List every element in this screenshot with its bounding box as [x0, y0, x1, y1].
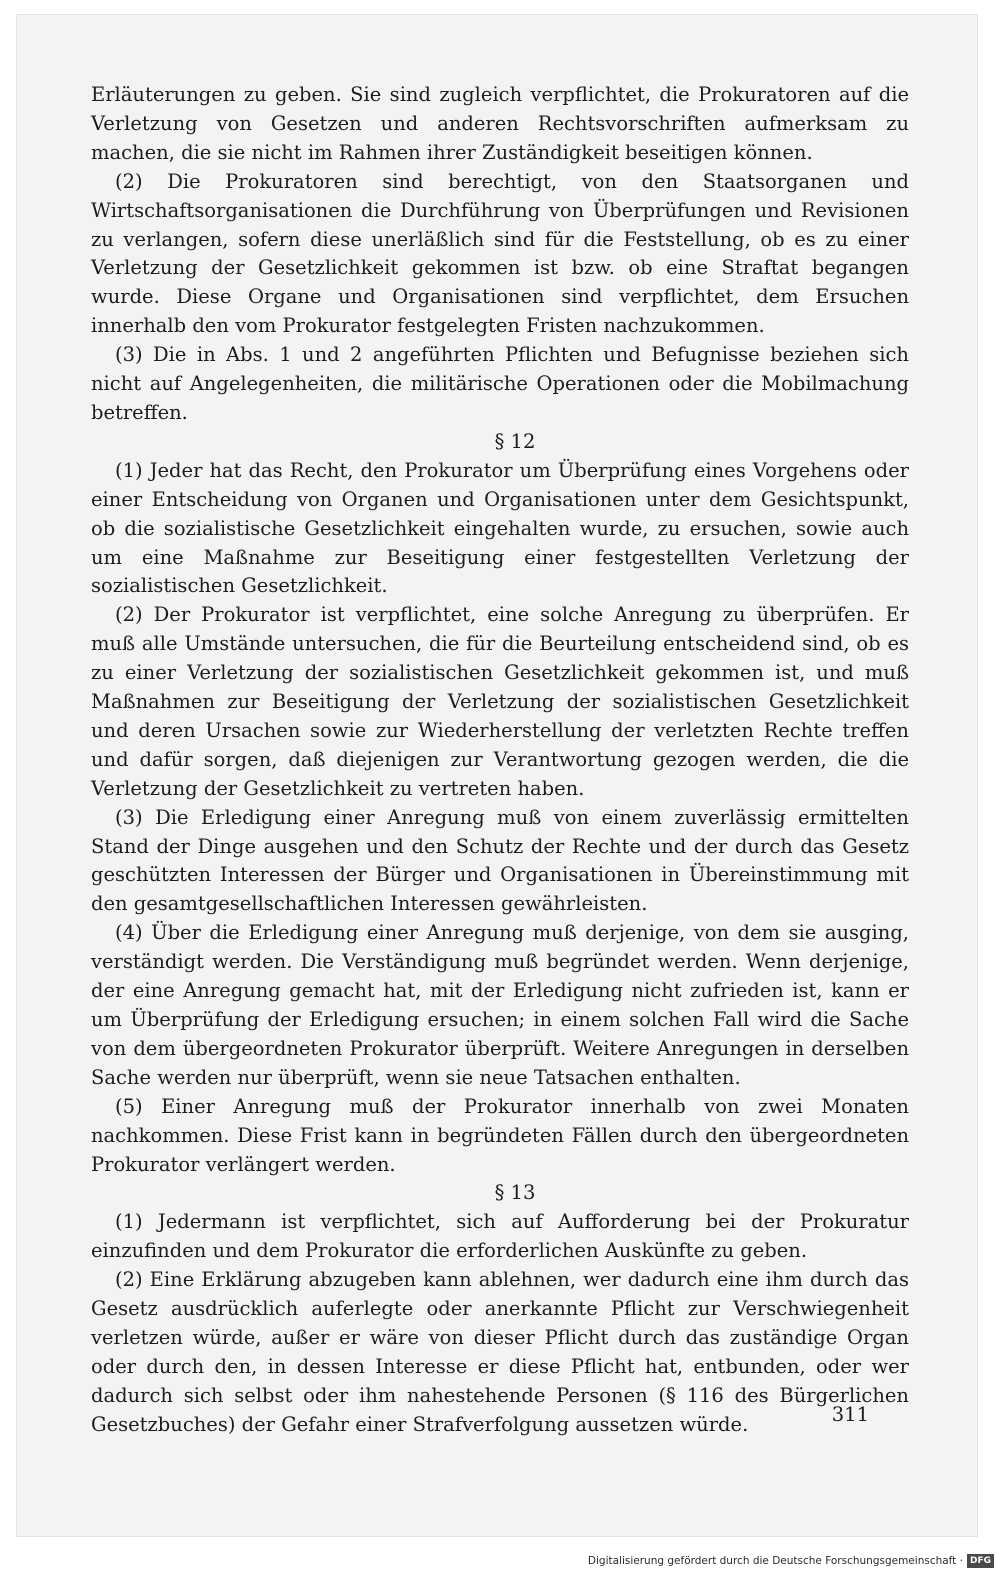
- paragraph-12-4: (4) Über die Erledigung einer Anregung muß derjenige, von dem sie ausging, verständigt werden. Die Verständigung muß begründet werden. Wenn derjenige, der eine Anregung gemacht hat, mit der Erledigung nicht zufrieden ist, kann er um Überprüfung der Erledigung ersuchen; in einem solchen Fall wird die Sache von dem übergeordneten Prokurator überprüft. Weitere Anregungen in derselben Sache werden nur überprüft, wenn sie neue Tatsachen enthalten.: [91, 921, 909, 1089]
- paragraph-13-1: (1) Jedermann ist verpflichtet, sich auf Aufforderung bei der Prokuratur einzufinden und dem Prokurator die erforderlichen Auskünfte zu geben.: [91, 1210, 909, 1263]
- paragraph-11-2: (2) Die Prokuratoren sind berechtigt, von den Staatsorganen und Wirtschaftsorganisationen die Durchführung von Überprüfungen und Revisionen zu verlangen, sofern diese unerläßlich sind für die Feststellung, ob es zu einer Verletzung der Gesetzlichkeit gekommen ist bzw. ob eine Straftat begangen wurde. Diese Organe und Organisationen sind verpflichtet, dem Ersuchen innerhalb den vom Prokurator festgelegten Fristen nachzukommen.: [91, 169, 909, 338]
- section-heading-12: § 12: [494, 429, 536, 453]
- page-number: 311: [831, 1403, 869, 1426]
- footer-text: Digitalisierung gefördert durch die Deutsche Forschungsgemeinschaft ·: [587, 1555, 963, 1567]
- paragraph-13-2: (2) Eine Erklärung abzugeben kann ablehnen, wer dadurch eine ihm durch das Gesetz ausdrücklich auferlegte oder anerkannte Pflicht zur Verschwiegenheit verletzen würde, außer er wäre von dieser Pflicht durch das zuständige Organ oder durch den, in dessen Interesse er diese Pflicht hat, entbunden, oder wer dadurch sich selbst oder ihm nahestehende Personen (§ 116 des Bürgerlichen Gesetzbuches) der Gefahr einer Strafverfolgung aussetzen würde.: [91, 1268, 909, 1436]
- page-body: [91, 81, 909, 1440]
- paragraph-12-2: (2) Der Prokurator ist verpflichtet, eine solche Anregung zu überprüfen. Er muß alle Umstände untersuchen, die für die Beurteilung entscheidend sind, ob es zu einer Verletzung der sozialistischen Gesetzlichkeit gekommen ist, und muß Maßnahmen zur Beseitigung der Verletzung der sozialistischen Gesetzlichkeit und deren Ursachen sowie zur Wiederherstellung der verletzten Rechte treffen und dafür sorgen, daß diejenigen zur Verantwortung gezogen werden, die die Verletzung der Gesetzlichkeit zu vertreten haben.: [91, 603, 909, 800]
- digitization-footer: [588, 1554, 994, 1568]
- paragraph-12-3: (3) Die Erledigung einer Anregung muß von einem zuverlässig ermittelten Stand der Dinge ausgehen und den Schutz der Rechte und der durch das Gesetz geschützten Interessen der Bürger und Organisationen in Übereinstimmung mit den gesamtgesellschaftlichen Interessen gewährleisten.: [91, 805, 909, 916]
- paragraph-12-1: (1) Jeder hat das Recht, den Prokurator um Überprüfung eines Vorgehens oder einer Entscheidung von Organen und Organisationen unter dem Gesichtspunkt, ob die sozialistische Gesetzlichkeit eingehalten wurde, zu ersuchen, sowie auch um eine Maßnahme zur Beseitigung einer festgestellten Verletzung der sozialistischen Gesetzlichkeit.: [91, 458, 909, 598]
- paragraph-11-3: (3) Die in Abs. 1 und 2 angeführten Pflichten und Befugnisse beziehen sich nicht auf Angelegenheiten, die militärische Operationen oder die Mobilmachung betreffen.: [91, 343, 909, 424]
- paragraph-12-5: (5) Einer Anregung muß der Prokurator innerhalb von zwei Monaten nachkommen. Diese Frist kann in begründeten Fällen durch den übergeordneten Prokurator verlängert werden.: [91, 1094, 909, 1176]
- section-heading-13: § 13: [494, 1181, 536, 1205]
- scanned-page: [16, 14, 978, 1537]
- dfg-logo-icon: DFG: [967, 1554, 994, 1568]
- paragraph-continuation: Erläuterungen zu geben. Sie sind zugleich verpflichtet, die Prokuratoren auf die Verletzung von Gesetzen und anderen Rechtsvorschriften aufmerksam zu machen, die sie nicht im Rahmen ihrer Zuständigkeit beseitigen können.: [91, 83, 909, 164]
